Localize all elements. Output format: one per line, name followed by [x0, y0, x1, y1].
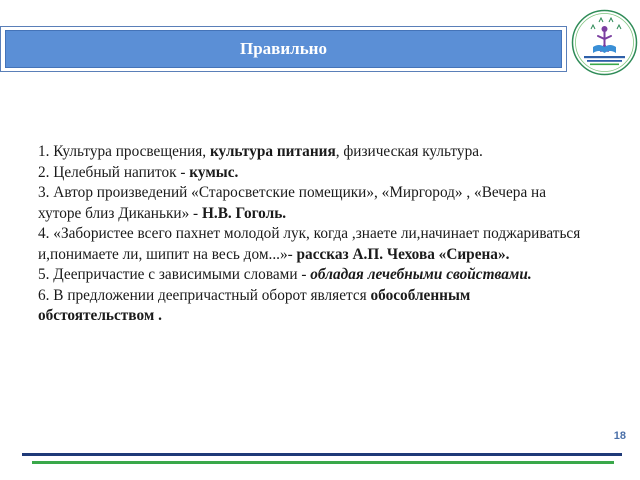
page-title: Правильно — [240, 39, 327, 58]
answer-highlight: Н.В. Гоголь. — [201, 204, 287, 222]
footer-rule-blue — [22, 453, 622, 456]
header-banner-fill — [5, 30, 562, 68]
answer-highlight: культура питания — [209, 143, 336, 160]
answer-item-6: 6. В предложении деепричастный оборот является обособленным обстоятельством . — [38, 286, 471, 324]
answer-item-4: 4. «Забористее всего пахнет молодой лук, когда ,знаете ли,начинает поджариваться и,понимаете ли, шипит на весь дом...»- рассказ А.П. Чехова «Сирена». — [38, 225, 581, 263]
logo-graphic — [571, 9, 638, 76]
answer-item-1: 1. Культура просвещения, культура питания, физическая культура. — [38, 143, 483, 160]
header-banner — [0, 26, 567, 72]
answers-list — [38, 142, 588, 327]
answer-highlight: кумыс. — [189, 163, 239, 181]
education-logo-icon — [571, 9, 638, 76]
answer-item-2: 2. Целебный напиток - кумыс. — [38, 163, 239, 181]
footer-rule-green — [32, 461, 614, 464]
answer-highlight: обособленным обстоятельством . — [38, 286, 471, 324]
answer-item-3: 3. Автор произведений «Старосветские помещики», «Миргород» , «Вечера на хуторе близ Диканьки» - Н.В. Гоголь. — [38, 184, 547, 222]
answer-highlight: обладая лечебными свойствами. — [310, 266, 532, 283]
page-number: 18 — [613, 430, 626, 442]
answer-item-5: 5. Деепричастие с зависимыми словами - обладая лечебными свойствами. — [38, 266, 532, 283]
answer-highlight: рассказ А.П. Чехова «Сирена». — [296, 245, 510, 263]
